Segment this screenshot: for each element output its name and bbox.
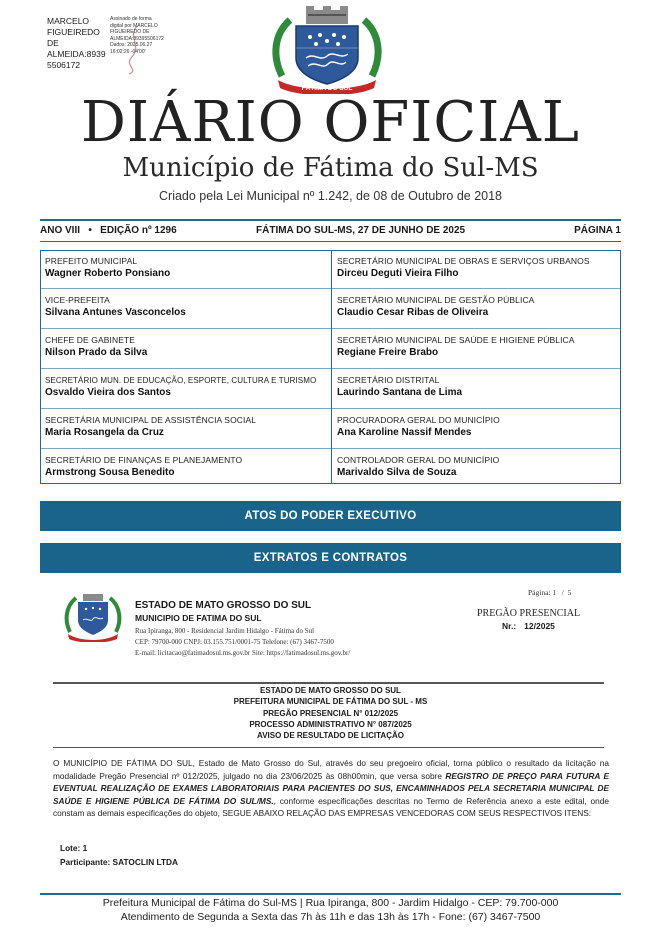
staff-name: Claudio Cesar Ribas de Oliveira [337,307,489,318]
notice-body-intro: O MUNICÍPIO DE FÁTIMA DO SUL, Estado de Mato Grosso do Sul, através do seu pregoeiro oficial, torna público o resultado da licitação na modalidade Pregão Presencial nº 012/2025, julgado no dia 23/06/2025 às 08h00min, que versa sobre [53,758,609,781]
document-number [502,621,555,631]
staff-name: Ana Karoline Nassif Mendes [337,427,472,438]
notice-rule [53,747,604,748]
signer-name-line: FIGUEIREDO DE [47,27,100,48]
notice-body-rest: , conforme especificações descritas no Termo de Referência anexo a este edital, onde constam as demais especificações do objeto, SEGUE ABAIXO RELAÇÃO DAS EMPRESAS VENCEDORAS COM SEUS RESPECTIVOS ITENS: [53,795,609,818]
staff-name: Wagner Roberto Ponsiano [45,268,171,279]
creation-law-note: Criado pela Lei Municipal nº 1.242, de 08 de Outubro de 2018 [159,189,502,203]
signer-name [47,16,109,71]
staff-role: SECRETÁRIO MUNICIPAL DE GESTÃO PÚBLICA [337,295,535,305]
staff-entry [337,455,622,479]
staff-role: SECRETÁRIO MUNICIPAL DE SAÚDE E HIGIENE PÚBLICA [337,335,575,345]
footer-rule [40,893,621,895]
footer-address: Prefeitura Municipal de Fátima do Sul-MS | Rua Ipiranga, 800 - Jardim Hidalgo - CEP: 79.700-000 [102,897,559,909]
staff-entry [45,455,330,479]
coat-of-arms-icon [268,6,386,94]
staff-entry [45,335,330,359]
staff-role: SECRETÁRIO DISTRITAL [337,375,440,385]
staff-entry [337,295,622,319]
participant-label: Participante: SATOCLIN LTDA [60,857,179,867]
signature-detail-line: Assinado de forma [110,16,152,22]
separator [332,288,620,289]
edition-bar [40,219,621,242]
staff-name: Osvaldo Vieira dos Santos [45,387,171,398]
page-number: PÁGINA 1 [574,225,621,236]
staff-directory [40,250,621,484]
page-footer [0,897,661,924]
staff-role: VICE-PREFEITA [45,295,110,305]
notice-heading-line: AVISO DE RESULTADO DE LICITAÇÃO [257,731,404,741]
staff-role: CONTROLADOR GERAL DO MUNICÍPIO [337,455,500,465]
document-page-label: Página: 1 / 5 [528,588,572,597]
edition-date: FÁTIMA DO SUL-MS, 27 DE JUNHO DE 2025 [256,225,466,236]
separator [41,328,331,329]
address-line: CEP: 79700-000 CNPJ: 03.155.751/0001-75 Telefone: (67) 3467-7500 [135,638,334,646]
staff-name: Dirceu Deguti Vieira Filho [337,268,459,279]
document-rule [53,682,604,684]
notice-body [53,757,609,820]
staff-role: PREFEITO MUNICIPAL [45,256,138,266]
document-state: ESTADO DE MATO GROSSO DO SUL [135,600,312,611]
document-municipality: MUNICIPIO DE FATIMA DO SUL [135,613,262,623]
signature-detail-line: FIGUEIREDO DE [110,29,150,36]
document-number-label: Nr.: [502,621,517,631]
staff-name: Nilson Prado da Silva [45,347,148,358]
signer-name-line: MARCELO [47,16,90,26]
signature-detail-line: ALMEIDA:89395506172 [110,35,164,42]
separator [332,408,620,409]
staff-entry [337,375,622,399]
staff-name: Regiane Freire Brabo [337,347,439,358]
notice-heading-line: ESTADO DE MATO GROSSO DO SUL [260,686,401,695]
separator [41,288,331,289]
staff-entry [45,375,330,399]
edition-number: ANO VIII • EDIÇÃO nº 1296 [40,225,177,236]
signature-detail-line: 16:02:26 -04'00' [110,48,146,55]
page-subtitle: Município de Fátima do Sul-MS [122,153,539,183]
staff-role: PROCURADORA GERAL DO MUNICÍPIO [337,415,500,425]
signature-details [110,16,190,56]
separator [41,448,331,449]
staff-name: Marivaldo Silva de Souza [337,467,457,478]
separator [41,408,331,409]
signature-detail-line: digital por MARCELO [110,22,158,29]
notice-heading-line: PREGÃO PRESENCIAL N° 012/2025 [262,708,399,718]
staff-entry [45,256,330,280]
footer-hours: Atendimento de Segunda a Sexta das 7h às 11h e das 13h às 17h - Fone: (67) 3467-7500 [120,910,541,923]
separator [332,328,620,329]
section-banner-contracts: EXTRATOS E CONTRATOS [40,543,621,573]
notice-heading-line: PREFEITURA MUNICIPAL DE FÁTIMA DO SUL - MS [233,697,428,707]
signer-name-line: 5506172 [47,60,81,70]
staff-role: SECRETÁRIO MUN. DE EDUCAÇÃO, ESPORTE, CULTURA E TURISMO [45,376,317,385]
section-banner-executive: ATOS DO PODER EXECUTIVO [40,501,621,531]
staff-role: SECRETÁRIO DE FINANÇAS E PLANEJAMENTO [45,455,243,465]
staff-name: Maria Rosangela da Cruz [45,427,164,438]
staff-entry [45,415,330,439]
document-number-value: 12/2025 [524,621,555,631]
address-line: E-mail: licitacao@fatimadosul.ms.gov.br Site: https://fatimadosul.ms.gov.br/ [135,649,351,657]
notice-heading-line: PROCESSO ADMINISTRATIVO N° 087/2025 [249,719,412,729]
staff-entry [337,335,622,359]
staff-name: Silvana Antunes Vasconcelos [45,307,186,318]
staff-role: SECRETÁRIA MUNICIPAL DE ASSISTÊNCIA SOCIAL [45,415,257,425]
staff-role: CHEFE DE GABINETE [45,335,136,345]
separator [332,448,620,449]
staff-role: SECRETÁRIO MUNICIPAL DE OBRAS E SERVIÇOS URBANOS [337,256,590,266]
staff-name: Laurindo Santana de Lima [337,387,463,398]
page-title: DIÁRIO OFICIAL [81,90,580,155]
document-modality: PREGÃO PRESENCIAL [477,608,581,619]
municipal-crest-icon [64,592,122,642]
notice-heading [0,685,661,741]
notice-body-object: REGISTRO DE PREÇO PARA FUTURA E EVENTUAL REALIZAÇÃO DE EXAMES LABORATORIAIS PARA PACIENTES DO SUS, ENCAMINHADOS PELA SECRETARIA MUNICIPAL DE SAÚDE E HIGIENE PÚBLICA DE FÁTIMA DO SUL/MS. [53,770,609,806]
staff-entry [337,415,622,439]
staff-name: Armstrong Sousa Benedito [45,467,175,478]
document-header [60,588,620,684]
separator [332,368,620,369]
signer-name-line: ALMEIDA:8939 [47,49,106,59]
document-address [135,626,350,659]
separator [41,368,331,369]
lot-label: Lote: 1 [60,843,88,853]
crest-motto: FÁTIMA DO SUL [301,85,353,92]
signature-detail-line: Dados: 2025.06.27 [110,42,153,49]
address-line: Rua Ipiranga, 800 - Residencial Jardim Hidalgo - Fátima do Sul [135,627,315,635]
staff-entry [337,256,622,280]
staff-entry [45,295,330,319]
